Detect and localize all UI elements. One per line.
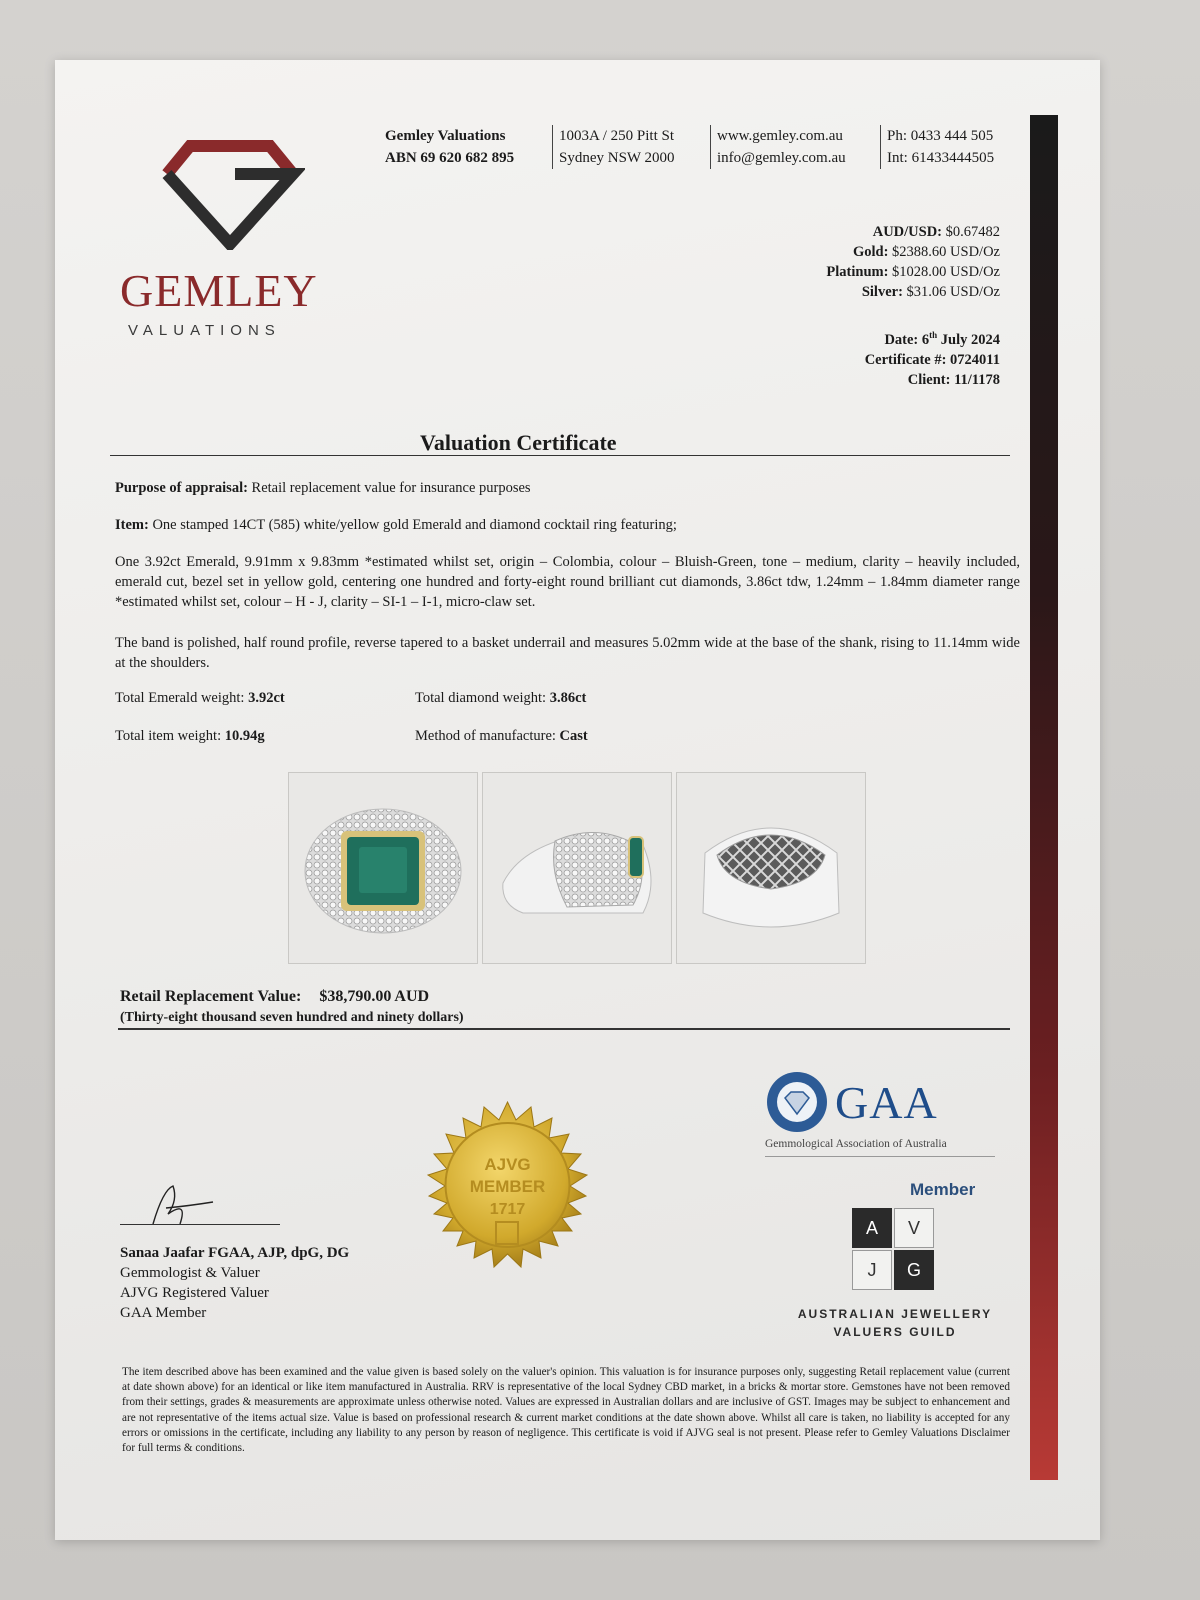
side-color-stripe	[1030, 115, 1058, 1480]
signature	[118, 1180, 228, 1235]
phone-block	[880, 125, 994, 169]
item-line: Item: One stamped 14CT (585) white/yellow gold Emerald and diamond cocktail ring featuring;	[115, 517, 677, 533]
logo-wordmark: GEMLEY	[120, 265, 318, 316]
email: info@gemley.com.au	[717, 150, 846, 166]
emerald-weight: Total Emerald weight: 3.92ct	[115, 690, 285, 706]
company-block	[385, 125, 514, 169]
seal-top-text: AJVG	[484, 1155, 531, 1174]
signer-name: Sanaa Jaafar FGAA, AJP, dpG, DG	[120, 1245, 350, 1261]
signer-role-2: AJVG Registered Valuer	[120, 1285, 269, 1301]
ajvg-letter-v: V	[894, 1208, 934, 1248]
address-line-2: Sydney NSW 2000	[559, 150, 675, 166]
signer-role-3: GAA Member	[120, 1305, 207, 1321]
gaa-member-label: Member	[910, 1180, 976, 1199]
cert-client: Client: 11/1178	[907, 371, 1000, 388]
rate-platinum: Platinum: $1028.00 USD/Oz	[826, 264, 1000, 280]
gaa-wordmark: GAA	[835, 1076, 938, 1128]
logo-subtitle: VALUATIONS	[128, 322, 281, 339]
value-in-words: (Thirty-eight thousand seven hundred and ninety dollars)	[120, 1010, 464, 1025]
metal-rates	[826, 222, 1000, 302]
website: www.gemley.com.au	[717, 128, 843, 144]
title-divider	[110, 455, 1010, 456]
disclaimer-text: The item described above has been examined and the value given is based solely on the valuer's opinion. This valuation is for insurance purposes only, suggesting Retail replacement value (current at date shown above) for an identical or like item manufactured in Australia. RRV is representative of the local Sydney CBD market, in a bricks & mortar store. Gemstones have not been removed from their settings, grades & measurements are approximate unless otherwise noted. Values are expressed in Australian dollars and are inclusive of GST. Images may be subject to enhancement and are not representative of the items actual size. Value is based on professional research & current market conditions at the date shown above. Whilst all care is taken, no liability is accepted for any errors or omissions in the certificate, including any liability to any person by reason of negligence. This certificate is void if AJVG seal is not present. Please refer to Gemley Valuations Disclaimer for full terms & conditions.	[122, 1366, 1010, 1455]
rate-gold: Gold: $2388.60 USD/Oz	[852, 244, 1000, 260]
company-name: Gemley Valuations	[385, 128, 506, 144]
document-title: Valuation Certificate	[420, 430, 617, 455]
cert-date: Date: 6th July 2024	[884, 330, 1000, 348]
value-divider	[118, 1028, 1010, 1030]
item-weight: Total item weight: 10.94g	[115, 728, 265, 744]
ring-photo-side	[482, 772, 672, 964]
ajvg-letter-a: A	[852, 1208, 892, 1248]
gem-logo-icon	[155, 140, 305, 250]
gemley-logo	[120, 140, 350, 339]
gaa-logo	[765, 1070, 1005, 1157]
signature-line	[120, 1224, 280, 1225]
address-line-1: 1003A / 250 Pitt St	[559, 128, 675, 144]
seal-member-text: MEMBER	[469, 1177, 546, 1196]
signer-role-1: Gemmologist & Valuer	[120, 1265, 260, 1281]
web-block	[710, 125, 846, 169]
retail-replacement-value: Retail Replacement Value: $38,790.00 AUD	[120, 988, 430, 1005]
seal-number-text: 1717	[489, 1201, 526, 1218]
signer-block	[120, 1243, 349, 1323]
weights-table	[115, 690, 715, 766]
ajvg-logo	[852, 1208, 934, 1290]
manufacture-method: Method of manufacture: Cast	[415, 728, 588, 744]
ajvg-letter-j: J	[852, 1250, 892, 1290]
ring-photos	[288, 772, 866, 964]
cert-number: Certificate #: 0724011	[864, 351, 1000, 368]
rate-audusd: AUD/USD: $0.67482	[872, 224, 1000, 240]
ring-photo-back	[676, 772, 866, 964]
purpose-line: Purpose of appraisal: Retail replacement value for insurance purposes	[115, 480, 531, 496]
band-description: The band is polished, half round profile, reverse tapered to a basket underrail and measures 5.02mm wide at the base of the shank, rising to 11.14mm wide at the shoulders.	[115, 635, 1020, 671]
intl-phone: Int: 61433444505	[887, 150, 995, 166]
ajvg-letter-g: G	[894, 1250, 934, 1290]
gaa-full-name: Gemmological Association of Australia	[765, 1138, 995, 1157]
gaa-diamond-emblem-icon	[765, 1070, 829, 1134]
certificate-meta	[865, 325, 1000, 390]
phone: Ph: 0433 444 505	[887, 128, 994, 144]
company-abn: ABN 69 620 682 895	[385, 150, 515, 166]
diamond-weight: Total diamond weight: 3.86ct	[415, 690, 587, 706]
ajvg-member-seal	[400, 1100, 615, 1320]
item-description: One 3.92ct Emerald, 9.91mm x 9.83mm *estimated whilst set, origin – Colombia, colour – Bluish-Green, tone – medium, clarity – heavily included, emerald cut, bezel set in yellow gold, centering one hundred and forty-eight round brilliant cut diamonds, 3.86ct tdw, 1.24mm – 1.84mm diameter range *estimated whilst set, colour – H - J, clarity – SI-1 – I-1, micro-claw set.	[115, 554, 1020, 610]
ring-photo-front	[288, 772, 478, 964]
address-block	[552, 125, 675, 169]
rate-silver: Silver: $31.06 USD/Oz	[861, 284, 1000, 300]
ajvg-full-name: AUSTRALIAN JEWELLERY VALUERS GUILD	[797, 1307, 993, 1339]
